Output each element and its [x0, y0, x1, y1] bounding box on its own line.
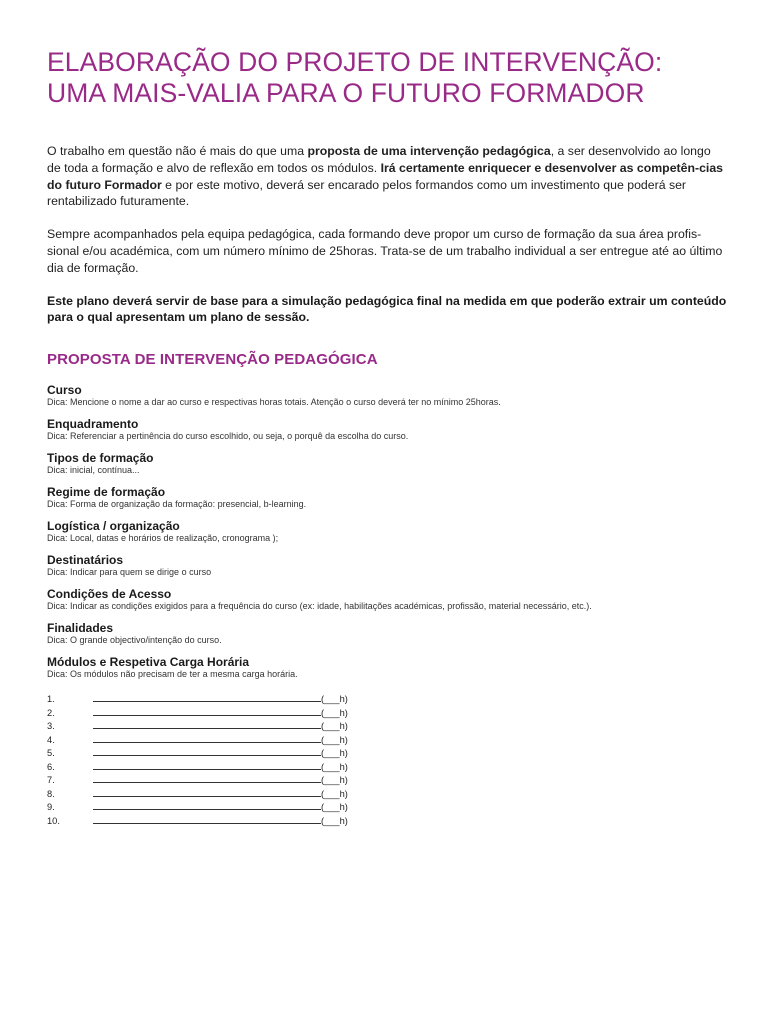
document-title: ELABORAÇÃO DO PROJETO DE INTERVENÇÃO: UMA MAIS-VALIA PARA O FUTURO FORMADOR [47, 47, 663, 108]
module-number: 1. [47, 694, 55, 705]
field-label: Módulos e Respetiva Carga Horária [47, 655, 250, 670]
module-row [47, 760, 727, 774]
module-hours: (___h) [321, 802, 348, 813]
module-blank-line[interactable] [93, 706, 321, 716]
module-row [47, 706, 727, 720]
module-number: 7. [47, 775, 55, 786]
intro-paragraph-1 [47, 143, 727, 210]
module-row [47, 773, 727, 787]
module-hours: (___h) [321, 788, 348, 799]
module-row [47, 733, 727, 747]
document-page [47, 47, 727, 827]
field-tip: Dica: Forma de organização da formação: presencial, b-learning. [47, 499, 307, 510]
module-blank-line[interactable] [93, 787, 321, 797]
field-tip: Dica: Referenciar a pertinência do curso escolhido, ou seja, o porquê da escolha do curso. [47, 431, 409, 442]
module-blank-line[interactable] [93, 746, 321, 756]
module-blank-line[interactable] [93, 760, 321, 770]
field-label: Condições de Acesso [47, 587, 172, 602]
module-number: 9. [47, 802, 55, 813]
field-tip: Dica: Local, datas e horários de realização, cronograma ); [47, 533, 279, 544]
field-block [47, 485, 727, 510]
module-number: 4. [47, 734, 55, 745]
module-blank-line[interactable] [93, 773, 321, 783]
field-tip: Dica: Mencione o nome a dar ao curso e respectivas horas totais. Atenção o curso deverá ter no mínimo 25horas. [47, 397, 501, 408]
module-hours: (___h) [321, 694, 348, 705]
module-hours: (___h) [321, 815, 348, 826]
field-list [47, 383, 727, 680]
intro-run: Irá certamente enriquecer e desenvolver as competên-cias do futuro Formador [47, 160, 724, 192]
module-hours: (___h) [321, 707, 348, 718]
field-label: Finalidades [47, 621, 114, 636]
intro-paragraph-2: Sempre acompanhados pela equipa pedagógica, cada formando deve propor um curso de formação da sua área profis-sional e/ou académica, com um número mínimo de 25horas. Trata-se de um trabalho individual a ser entregue até ao último dia de formação. [47, 227, 723, 275]
intro-section [47, 143, 727, 326]
field-tip: Dica: Indicar as condições exigidos para a frequência do curso (ex: idade, habilitações académicas, profissão, material necessário, etc.). [47, 601, 592, 612]
module-hours: (___h) [321, 734, 348, 745]
field-block [47, 451, 727, 476]
field-block [47, 587, 727, 612]
intro-run: proposta de uma intervenção pedagógica [307, 144, 551, 158]
module-blank-line[interactable] [93, 719, 321, 729]
field-block [47, 655, 727, 680]
field-label: Enquadramento [47, 417, 139, 432]
intro-run: O trabalho em questão não é mais do que uma [47, 144, 308, 158]
module-blank-line[interactable] [93, 814, 321, 824]
module-blank-line[interactable] [93, 692, 321, 702]
module-hours: (___h) [321, 721, 348, 732]
module-row [47, 787, 727, 801]
field-label: Tipos de formação [47, 451, 154, 466]
field-label: Destinatários [47, 553, 124, 568]
module-number: 5. [47, 748, 55, 759]
section-title: PROPOSTA DE INTERVENÇÃO PEDAGÓGICA [47, 351, 378, 369]
module-row [47, 719, 727, 733]
intro-paragraph-3: Este plano deverá servir de base para a simulação pedagógica final na medida em que poderão extrair um conteúdo para o qual apresentam um plano de sessão. [47, 293, 727, 325]
field-block [47, 553, 727, 578]
field-tip: Dica: inicial, contínua... [47, 465, 140, 476]
module-blank-line[interactable] [93, 733, 321, 743]
module-number: 3. [47, 721, 55, 732]
intro-run: e por este motivo, deverá ser encarado pelos formandos como um investimento que poderá ser rentabilizado futuramente. [47, 177, 687, 209]
field-tip: Dica: Os módulos não precisam de ter a mesma carga horária. [47, 669, 298, 680]
module-blank-line[interactable] [93, 800, 321, 810]
module-number: 2. [47, 707, 55, 718]
intro-run: , a ser desenvolvido ao longo de toda a formação e alvo de reflexão em todos os módulos. [47, 144, 711, 175]
field-tip: Dica: Indicar para quem se dirige o curso [47, 567, 212, 578]
module-row [47, 746, 727, 760]
module-hours: (___h) [321, 775, 348, 786]
module-row [47, 800, 727, 814]
module-hours: (___h) [321, 748, 348, 759]
module-number: 6. [47, 761, 55, 772]
field-block [47, 519, 727, 544]
field-label: Logística / organização [47, 519, 180, 534]
field-block [47, 417, 727, 442]
field-block [47, 383, 727, 408]
module-row [47, 814, 727, 828]
field-label: Curso [47, 383, 82, 398]
field-label: Regime de formação [47, 485, 166, 500]
field-block [47, 621, 727, 646]
module-list [47, 692, 727, 827]
module-number: 10. [47, 815, 60, 826]
module-row [47, 692, 727, 706]
module-number: 8. [47, 788, 55, 799]
field-tip: Dica: O grande objectivo/intenção do curso. [47, 635, 222, 646]
module-hours: (___h) [321, 761, 348, 772]
